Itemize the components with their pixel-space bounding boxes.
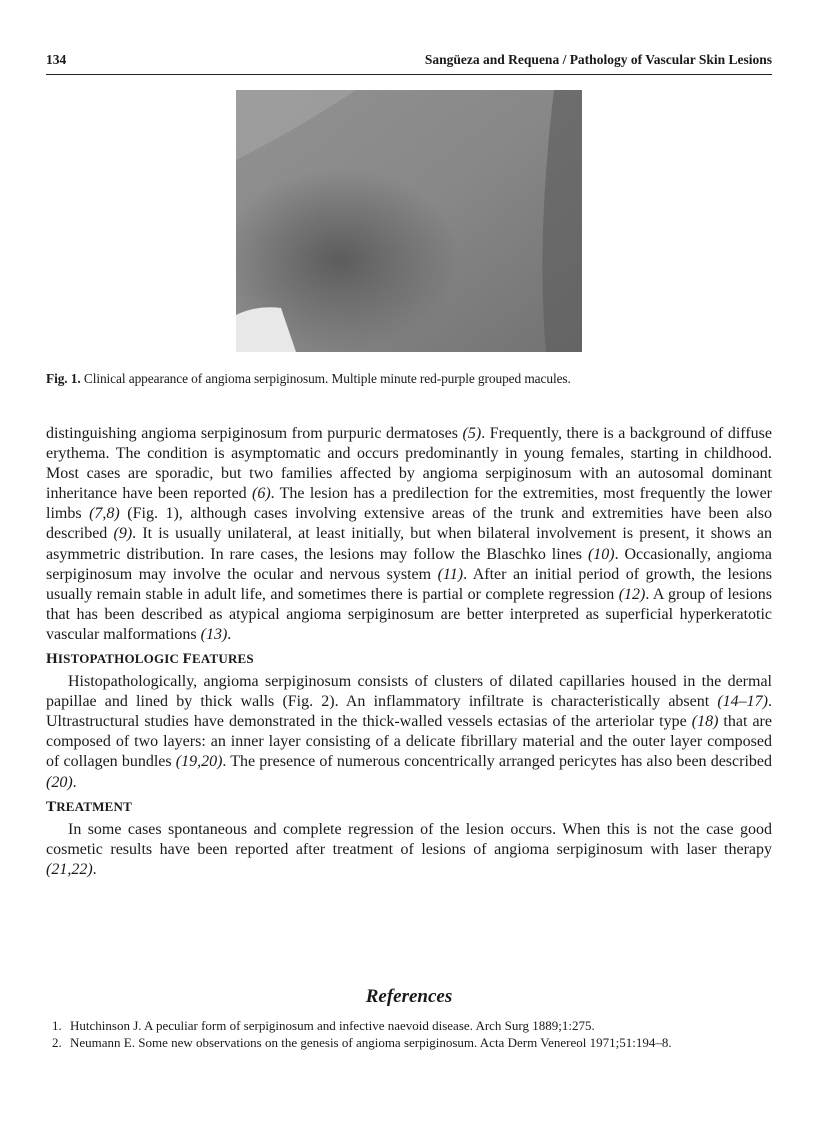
heading-histopathologic-features: HISTOPATHOLOGIC FEATURES [46, 651, 254, 668]
citation: (14–17) [717, 693, 768, 711]
figure-caption [46, 371, 772, 387]
citation: (21,22) [46, 860, 93, 878]
paragraph-text: that are composed of two layers: an inner layer consisting of a delicate fibrillary material and the outer layer composed of collagen bundles [46, 713, 772, 771]
paragraph-text: . [227, 625, 232, 643]
heading-treatment: TREATMENT [46, 798, 132, 815]
clinical-photo-image [236, 90, 582, 352]
figure-caption-text: Clinical appearance of angioma serpiginosum. Multiple minute red-purple grouped macules. [83, 371, 571, 386]
paragraph-text: . Frequently, there is a background of diffuse erythema. The condition is asymptomatic and occurs predominantly in young females, starting in childhood. Most cases are sporadic, but two families affected by angioma serpiginosum with an autosomal dominant inheritance have been reported [46, 425, 773, 503]
article-body [46, 424, 772, 880]
reference-number: 2. [52, 1035, 62, 1050]
paragraph-text: . A group of lesions that has been described as atypical angioma serpiginosum are better interpreted as superficial hyperkeratotic vascular malformations [46, 585, 773, 643]
paragraph-text: . [92, 860, 97, 878]
paragraph-text: . The presence of numerous concentrically arranged pericytes has also been described [222, 753, 773, 771]
citation: (10) [587, 545, 615, 563]
figure-label: Fig. 1. [46, 371, 81, 386]
citation: (5) [462, 425, 482, 442]
page-header [46, 52, 772, 75]
paragraph-text: . [72, 773, 77, 791]
reference-text: Hutchinson J. A peculiar form of serpiginosum and infective naevoid disease. Arch Surg 1889;1:275. [70, 1018, 595, 1033]
citation: (9) [113, 525, 133, 543]
paragraph-2 [46, 672, 772, 793]
citation: (7,8) [89, 505, 120, 523]
citation: (19,20) [175, 753, 223, 771]
citation: (6) [251, 485, 271, 503]
paragraph-1 [46, 424, 772, 645]
paragraph-text: . After an initial period of growth, the lesions usually remain stable in adult life, and sometimes there is partial or complete regression [46, 565, 772, 603]
running-title: Sangüeza and Requena / Pathology of Vascular Skin Lesions [424, 52, 772, 67]
paragraph-text: In some cases spontaneous and complete regression of the lesion occurs. When this is not the case good cosmetic results have been reported after treatment of lesions of angioma serpiginosum with laser therapy [46, 820, 772, 858]
paragraph-text: distinguishing angioma serpiginosum from purpuric dermatoses [46, 425, 463, 442]
paragraph-text: . Occasionally, angioma serpiginosum may involve the ocular and nervous system [46, 545, 772, 583]
paragraph-3 [46, 820, 772, 880]
reference-item [46, 1034, 772, 1051]
paragraph-text: . The lesion has a predilection for the extremities, most frequently the lower limbs [46, 485, 773, 523]
citation: (18) [691, 713, 719, 731]
page-number: 134 [46, 52, 67, 67]
references-list [46, 1017, 772, 1051]
paragraph-text: (Fig. 1), although cases involving extensive areas of the trunk and extremities have been also described [46, 505, 772, 543]
citation: (20) [46, 773, 73, 791]
reference-item [46, 1017, 772, 1034]
clinical-photo [236, 90, 582, 352]
citation: (12) [618, 585, 646, 603]
paragraph-text: . Ultrastructural studies have demonstrated in the thick-walled vessels ectasias of the arteriolar type [46, 693, 772, 731]
reference-text: Neumann E. Some new observations on the genesis of angioma serpiginosum. Acta Derm Venereol 1971;51:194–8. [70, 1035, 672, 1050]
paragraph-text: . It is usually unilateral, at least initially, but when bilateral involvement is present, it shows an asymmetric distribution. In rare cases, the lesions may follow the Blaschko lines [46, 525, 772, 563]
journal-page [46, 0, 772, 1123]
citation: (11) [437, 565, 464, 583]
reference-number: 1. [52, 1018, 62, 1033]
paragraph-text: Histopathologically, angioma serpiginosum consists of clusters of dilated capillaries housed in the dermal papillae and lined by thick walls (Fig. 2). An inflammatory infiltrate is characteristically absent [46, 673, 772, 711]
references-title: References [365, 986, 453, 1007]
citation: (13) [200, 625, 228, 643]
